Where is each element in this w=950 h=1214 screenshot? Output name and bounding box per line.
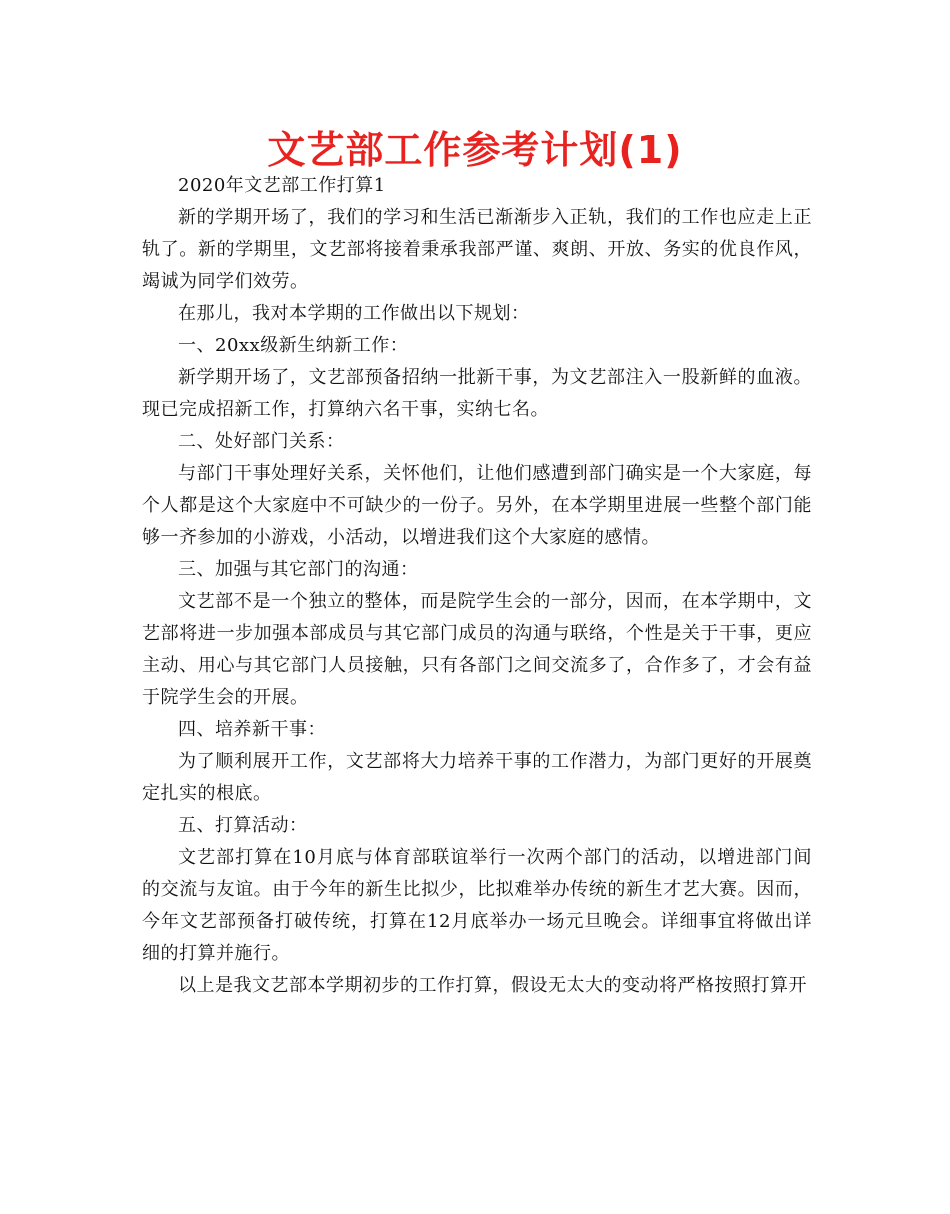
- paragraph: 以上是我文艺部本学期初步的工作打算，假设无太大的变动将严格按照打算开: [178, 975, 807, 996]
- document-title: 文艺部工作参考计划(1): [267, 128, 683, 172]
- paragraph-subtitle: 2020年文艺部工作打算1: [178, 175, 386, 196]
- paragraph: 新的学期开场了，我们的学习和生活已渐渐步入正轨，我们的工作也应走上正轨了。新的学期里，文艺部将接着秉承我部严谨、爽朗、开放、务实的优良作风，竭诚为同学们效劳。: [142, 207, 812, 292]
- paragraph: 与部门干事处理好关系，关怀他们，让他们感遭到部门确实是一个大家庭，每个人都是这个大家庭中不可缺少的一份子。另外，在本学期里进展一些整个部门能够一齐参加的小游戏，小活动，以增进我们这个大家庭的感情。: [142, 463, 812, 548]
- section-heading: 四、培养新干事：: [178, 719, 326, 740]
- paragraph: 新学期开场了，文艺部预备招纳一批新干事，为文艺部注入一股新鲜的血液。现已完成招新工作，打算纳六名干事，实纳七名。: [142, 367, 812, 420]
- section-heading: 五、打算活动：: [178, 815, 308, 836]
- section-heading: 三、加强与其它部门的沟通：: [178, 559, 419, 580]
- section-heading: 二、处好部门关系：: [178, 431, 345, 452]
- document-body: [142, 170, 812, 1002]
- paragraph: 文艺部打算在10月底与体育部联谊举行一次两个部门的活动，以增进部门间的交流与友谊。由于今年的新生比拟少，比拟难举办传统的新生才艺大赛。因而，今年文艺部预备打破传统，打算在12月底举办一场元旦晚会。详细事宜将做出详细的打算并施行。: [142, 847, 812, 964]
- paragraph: 为了顺利展开工作，文艺部将大力培养干事的工作潜力，为部门更好的开展奠定扎实的根底。: [142, 751, 812, 804]
- section-heading: 一、20xx级新生纳新工作：: [178, 335, 409, 356]
- paragraph: 文艺部不是一个独立的整体，而是院学生会的一部分，因而，在本学期中，文艺部将进一步加强本部成员与其它部门成员的沟通与联络，个性是关于干事，更应主动、用心与其它部门人员接触，只有各部门之间交流多了，合作多了，才会有益于院学生会的开展。: [142, 591, 812, 708]
- paragraph: 在那儿，我对本学期的工作做出以下规划：: [178, 303, 530, 324]
